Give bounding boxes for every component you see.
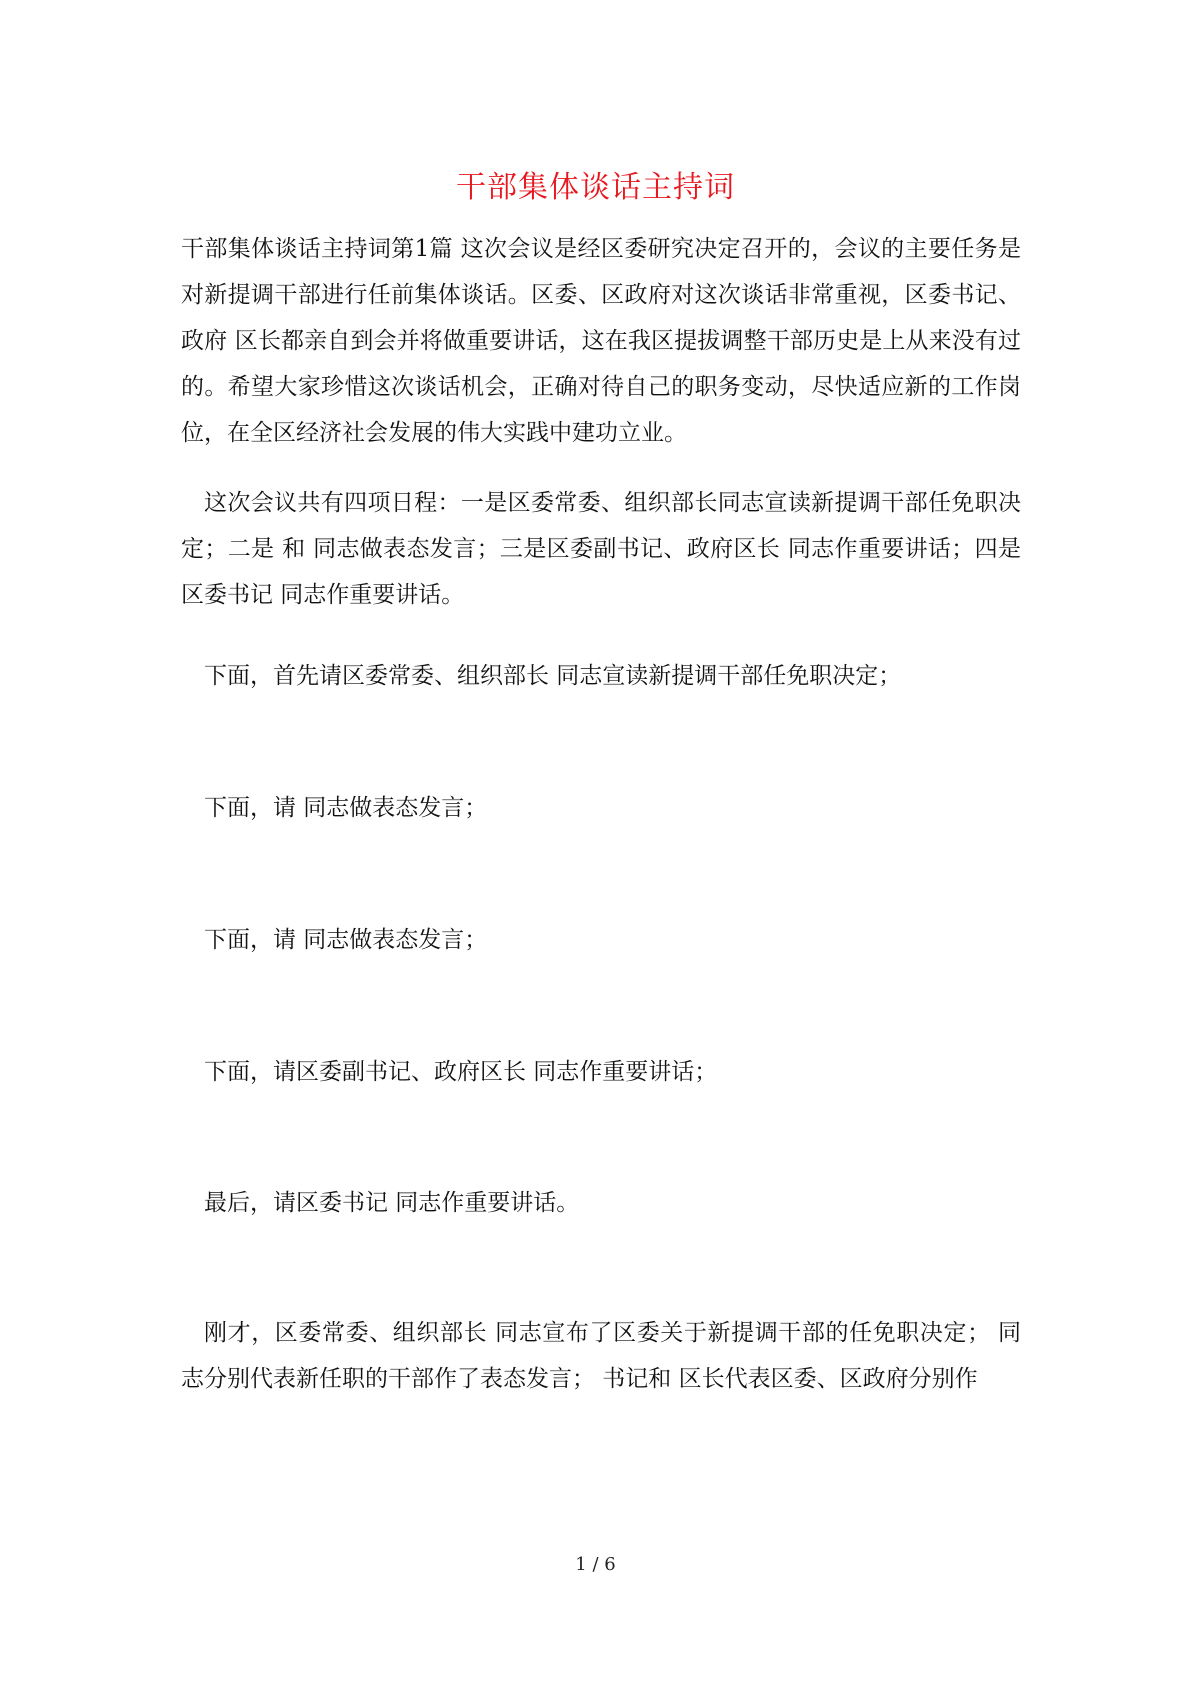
paragraph-statement-2: 下面，请 同志做表态发言； bbox=[204, 927, 488, 953]
document-title: 干部集体谈话主持词 bbox=[456, 170, 735, 205]
paragraph-agenda: 这次会议共有四项日程：一是区委常委、组织部长同志宣读新提调干部任免职决定；二是 和 同志做表态发言；三是区委副书记、政府区长 同志作重要讲话；四是区委书记 同志作重要讲话。 bbox=[181, 490, 1021, 608]
paragraph-final-speech: 最后，请区委书记 同志作重要讲话。 bbox=[204, 1190, 580, 1216]
paragraph-first-speaker: 下面，首先请区委常委、组织部长 同志宣读新提调干部任免职决定； bbox=[204, 663, 902, 689]
paragraph-deputy-speech: 下面，请区委副书记、政府区长 同志作重要讲话； bbox=[204, 1059, 718, 1085]
paragraph-statement-1: 下面，请 同志做表态发言； bbox=[204, 795, 488, 821]
paragraph-summary: 刚才，区委常委、组织部长 同志宣布了区委关于新提调干部的任免职决定； 同志分别代表新任职的干部作了表态发言； 书记和 区长代表区委、区政府分别作 bbox=[181, 1320, 1021, 1392]
paragraph-intro: 干部集体谈话主持词第1篇 这次会议是经区委研究决定召开的，会议的主要任务是对新提调干部进行任前集体谈话。区委、区政府对这次谈话非常重视，区委书记、政府 区长都亲自到会并将做重要讲话，这在我区提拔调整干部历史是上从来没有过的。希望大家珍惜这次谈话机会，正确对待自己的职务变动，尽快适应新的工作岗位，在全区经济社会发展的伟大实践中建功立业。 bbox=[181, 236, 1021, 446]
page-number: 1 / 6 bbox=[575, 1554, 616, 1575]
